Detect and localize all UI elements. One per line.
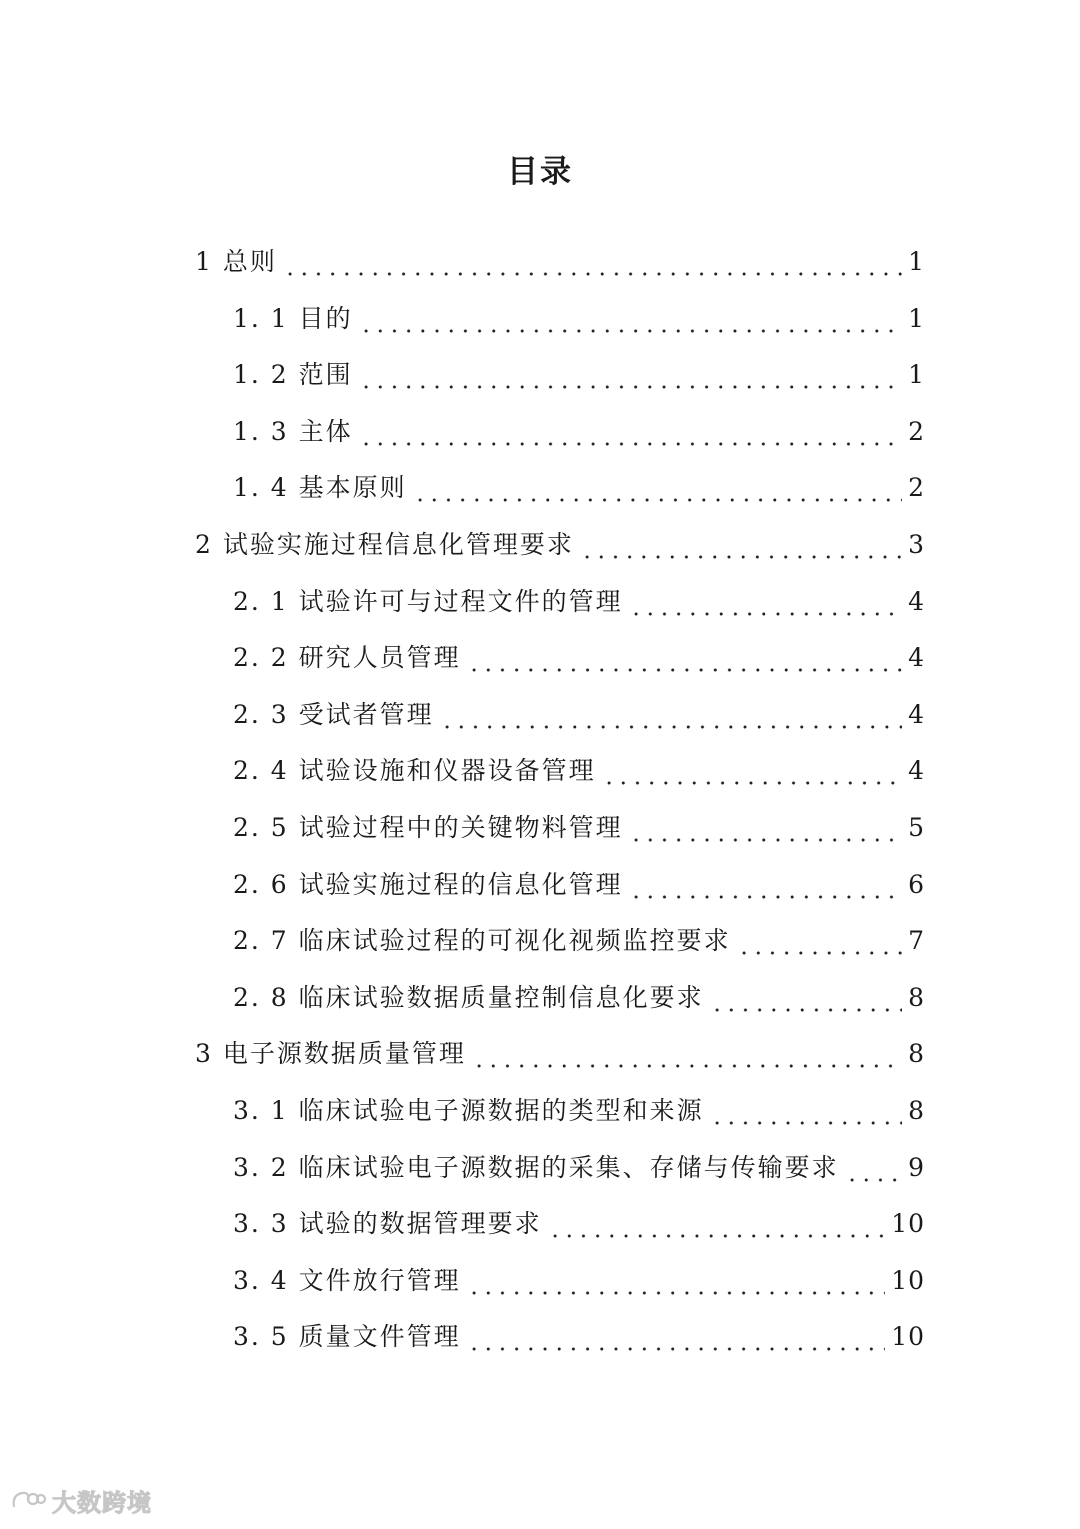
toc-entry-label: 1. 2 范围: [233, 360, 353, 390]
toc-entry-label: 2. 8 临床试验数据质量控制信息化要求: [233, 982, 704, 1012]
toc-entry-page-number: 1: [908, 303, 925, 333]
toc-entry-page-number: 4: [908, 699, 925, 729]
toc-entry[interactable]: [233, 636, 925, 680]
toc-entry-label: 2. 4 试验设施和仪器设备管理: [233, 756, 596, 786]
toc-entry[interactable]: [233, 919, 925, 963]
toc-dot-leader: [845, 1146, 902, 1190]
toc-dot-leader: [359, 353, 902, 397]
toc-dot-leader: [580, 523, 902, 567]
toc-entry-label: 2. 7 临床试验过程的可视化视频监控要求: [233, 926, 731, 956]
toc-dot-leader: [602, 749, 902, 793]
logo-icon: [10, 1487, 46, 1515]
toc-entry-label: 2. 1 试验许可与过程文件的管理: [233, 586, 623, 616]
toc-entry[interactable]: [233, 749, 925, 793]
toc-entry[interactable]: [233, 1315, 925, 1359]
toc-entry-page-number: 5: [908, 813, 925, 842]
toc-entry[interactable]: [233, 693, 925, 737]
toc-entry-page-number: 8: [908, 1096, 925, 1125]
watermark-text: 大数跨境: [52, 1489, 152, 1517]
toc-entry-page-number: 7: [908, 926, 925, 956]
toc-dot-leader: [472, 1032, 902, 1076]
toc-entry[interactable]: [233, 976, 925, 1020]
toc-entry-label: 1 总则: [195, 247, 277, 276]
toc-entry[interactable]: [233, 410, 925, 454]
watermark: [10, 1483, 152, 1518]
toc-dot-leader: [710, 1089, 902, 1133]
toc-entry-page-number: 6: [908, 869, 925, 899]
toc-entry-label: 3 电子源数据质量管理: [195, 1039, 466, 1069]
toc-entry-page-number: 9: [908, 1152, 925, 1182]
toc-entry-label: 2. 2 研究人员管理: [233, 643, 461, 673]
toc-entry-page-number: 3: [908, 530, 925, 559]
toc-dot-leader: [737, 919, 902, 963]
toc-entry-page-number: 8: [908, 982, 925, 1012]
toc-dot-leader: [359, 297, 902, 341]
toc-entry-label: 2. 3 受试者管理: [233, 699, 434, 729]
toc-entry-label: 3. 5 质量文件管理: [233, 1322, 461, 1352]
toc-entry-label: 1. 4 基本原则: [233, 473, 407, 503]
toc-entry-page-number: 1: [908, 247, 925, 276]
toc-entry-page-number: 10: [891, 1209, 925, 1239]
toc-dot-leader: [283, 240, 902, 284]
toc-entry-page-number: 4: [908, 586, 925, 616]
page-title: 目录: [507, 154, 573, 190]
toc-entry[interactable]: [233, 1259, 925, 1303]
toc-entry-label: 3. 4 文件放行管理: [233, 1265, 461, 1295]
toc-entry-page-number: 2: [908, 416, 925, 446]
toc-entry-label: 2. 5 试验过程中的关键物料管理: [233, 813, 623, 842]
toc-entry[interactable]: [195, 523, 925, 567]
toc-entry[interactable]: [233, 297, 925, 341]
toc-entry[interactable]: [233, 1202, 925, 1246]
toc-entry-page-number: 4: [908, 756, 925, 786]
toc-entry-page-number: 2: [908, 473, 925, 503]
toc-entry[interactable]: [233, 1089, 925, 1133]
toc-entry-page-number: 4: [908, 643, 925, 673]
toc-entry[interactable]: [233, 466, 925, 510]
toc-entry-page-number: 8: [908, 1039, 925, 1069]
toc-dot-leader: [359, 410, 902, 454]
toc-entry-label: 2. 6 试验实施过程的信息化管理: [233, 869, 623, 899]
toc-entry-label: 2 试验实施过程信息化管理要求: [195, 530, 574, 559]
toc-dot-leader: [467, 636, 902, 680]
toc-entry[interactable]: [195, 240, 925, 284]
toc-entry-page-number: 10: [891, 1265, 925, 1295]
toc-dot-leader: [467, 1259, 886, 1303]
toc-entry-page-number: 1: [908, 360, 925, 390]
toc-entry-label: 1. 3 主体: [233, 416, 353, 446]
toc-entry[interactable]: [233, 580, 925, 624]
toc-dot-leader: [413, 466, 902, 510]
toc-entry[interactable]: [195, 1032, 925, 1076]
toc-dot-leader: [629, 806, 902, 850]
toc-entry[interactable]: [233, 806, 925, 850]
toc-dot-leader: [467, 1315, 886, 1359]
toc-entry-label: 1. 1 目的: [233, 303, 353, 333]
toc-entry-page-number: 10: [891, 1322, 925, 1352]
toc-entry[interactable]: [233, 1146, 925, 1190]
toc-entry[interactable]: [233, 353, 925, 397]
toc-dot-leader: [710, 976, 902, 1020]
toc-entry-label: 3. 3 试验的数据管理要求: [233, 1209, 542, 1239]
toc-dot-leader: [440, 693, 902, 737]
toc-dot-leader: [548, 1202, 886, 1246]
toc-entry[interactable]: [233, 863, 925, 907]
toc-dot-leader: [629, 863, 902, 907]
toc-dot-leader: [629, 580, 902, 624]
toc-entry-label: 3. 2 临床试验电子源数据的采集、存储与传输要求: [233, 1152, 839, 1182]
toc-entry-label: 3. 1 临床试验电子源数据的类型和来源: [233, 1096, 704, 1125]
